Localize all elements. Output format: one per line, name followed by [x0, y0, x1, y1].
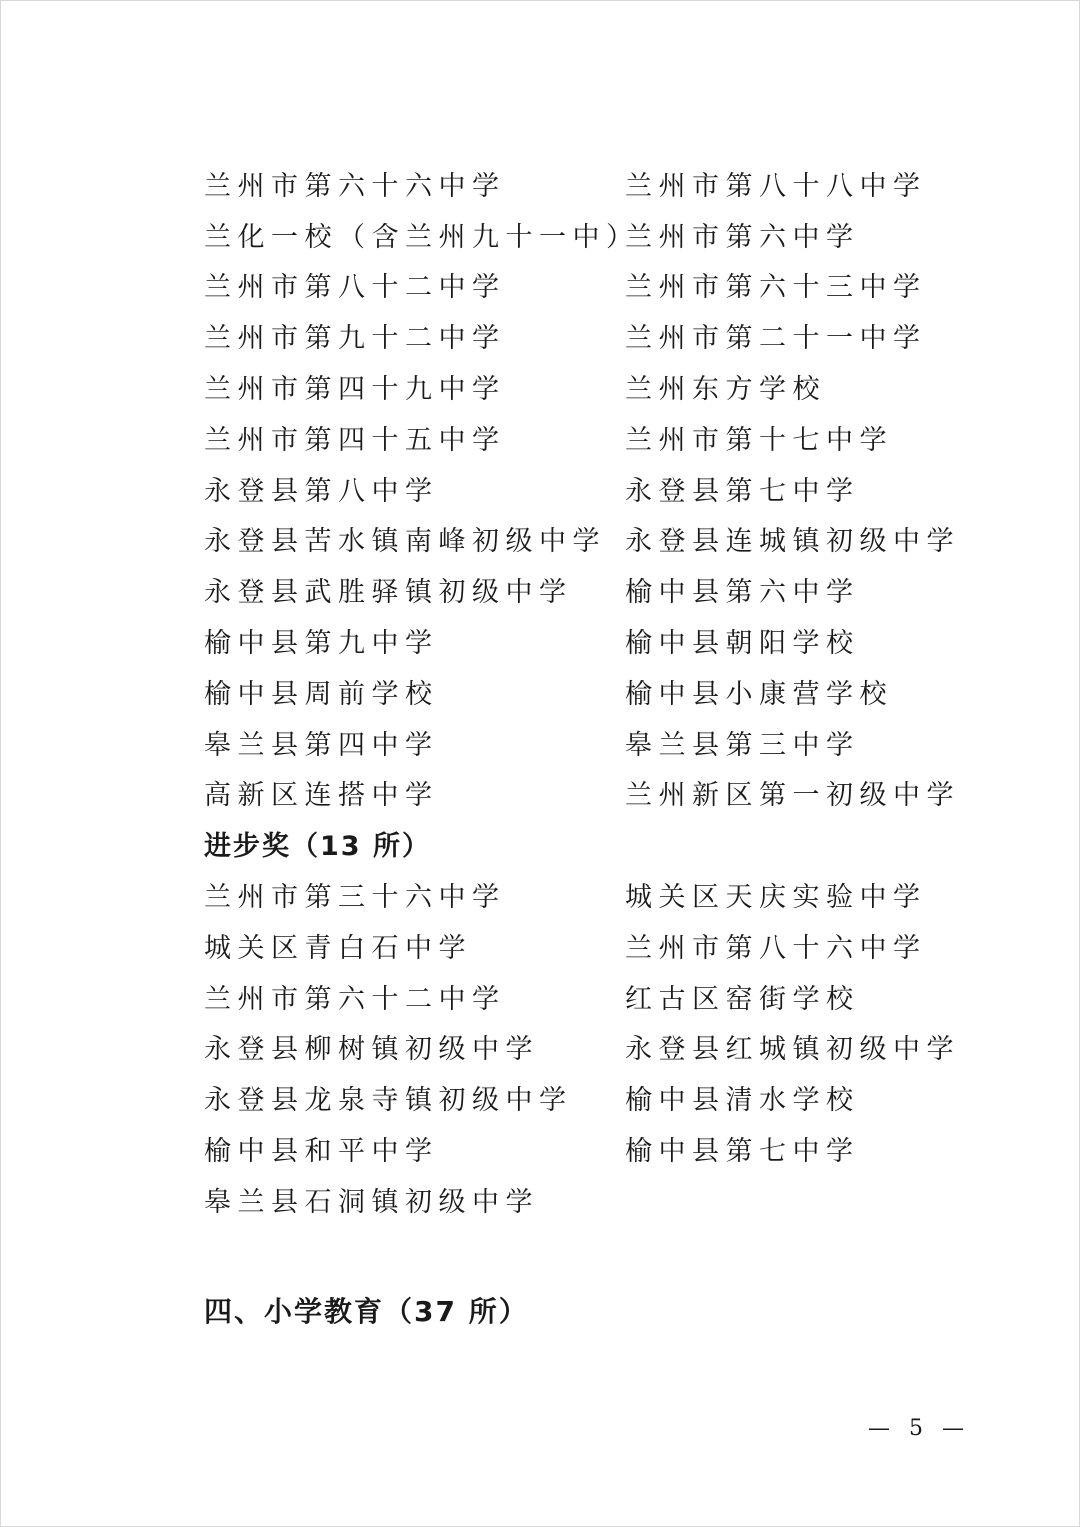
school-name: 榆中县小康营学校	[625, 678, 893, 710]
list-item	[204, 514, 964, 565]
list-item	[204, 310, 964, 361]
school-name: 兰州东方学校	[625, 374, 826, 406]
school-name: 榆中县和平中学	[204, 1136, 439, 1168]
school-name: 兰州市第四十五中学	[204, 424, 506, 456]
school-name: 榆中县朝阳学校	[625, 628, 860, 660]
school-name: 兰州市第三十六中学	[204, 882, 506, 914]
school-name: 永登县连城镇初级中学	[625, 526, 960, 558]
school-name: 永登县柳树镇初级中学	[204, 1034, 539, 1066]
list-item	[204, 666, 964, 717]
list-item	[204, 717, 964, 768]
school-name: 兰州新区第一初级中学	[625, 780, 960, 812]
school-name: 永登县武胜驿镇初级中学	[204, 577, 573, 609]
list-item	[204, 412, 964, 463]
school-name: 兰化一校（含兰州九十一中）	[204, 221, 640, 253]
school-name: 兰州市第六中学	[625, 221, 860, 253]
list-item	[204, 209, 964, 260]
school-name: 榆中县第九中学	[204, 628, 439, 660]
section-heading: 四、小学教育（37 所）	[204, 1295, 529, 1328]
school-name: 永登县第八中学	[204, 475, 439, 507]
school-name: 兰州市第八十六中学	[625, 932, 927, 964]
school-name: 高新区连搭中学	[204, 780, 439, 812]
school-name: 皋兰县第三中学	[625, 729, 860, 761]
list-item	[204, 564, 964, 615]
school-name: 永登县第七中学	[625, 475, 860, 507]
list-item	[204, 869, 964, 920]
school-name: 皋兰县第四中学	[204, 729, 439, 761]
list-item	[204, 971, 964, 1022]
school-name: 红古区窑街学校	[625, 983, 860, 1015]
school-name: 兰州市第八十八中学	[625, 170, 927, 202]
school-name: 兰州市第六十二中学	[204, 983, 506, 1015]
list-item	[204, 463, 964, 514]
list-item	[204, 920, 964, 971]
school-name: 永登县龙泉寺镇初级中学	[204, 1085, 573, 1117]
school-list	[204, 158, 964, 1225]
school-name: 城关区青白石中学	[204, 932, 472, 964]
school-name: 兰州市第六十六中学	[204, 170, 506, 202]
list-item	[204, 260, 964, 311]
school-name: 永登县苦水镇南峰初级中学	[204, 526, 606, 558]
list-item	[204, 768, 964, 819]
school-name: 兰州市第九十二中学	[204, 323, 506, 355]
school-name: 兰州市第八十二中学	[204, 272, 506, 304]
list-item	[204, 1022, 964, 1073]
school-name: 兰州市第六十三中学	[625, 272, 927, 304]
page-number: — 5 —	[868, 1416, 970, 1441]
progress-award-heading: 进步奖（13 所）	[204, 831, 431, 863]
list-item	[204, 1174, 964, 1225]
school-name: 榆中县第七中学	[625, 1136, 860, 1168]
list-item	[204, 1072, 964, 1123]
school-name: 榆中县清水学校	[625, 1085, 860, 1117]
school-name: 永登县红城镇初级中学	[625, 1034, 960, 1066]
list-item	[204, 361, 964, 412]
school-name: 榆中县第六中学	[625, 577, 860, 609]
school-name: 城关区天庆实验中学	[625, 882, 927, 914]
school-name: 兰州市第四十九中学	[204, 374, 506, 406]
school-name: 兰州市第十七中学	[625, 424, 893, 456]
school-name: 皋兰县石洞镇初级中学	[204, 1186, 539, 1218]
list-item	[204, 158, 964, 209]
list-item	[204, 615, 964, 666]
list-item	[204, 1123, 964, 1174]
school-name: 兰州市第二十一中学	[625, 323, 927, 355]
school-name: 榆中县周前学校	[204, 678, 439, 710]
